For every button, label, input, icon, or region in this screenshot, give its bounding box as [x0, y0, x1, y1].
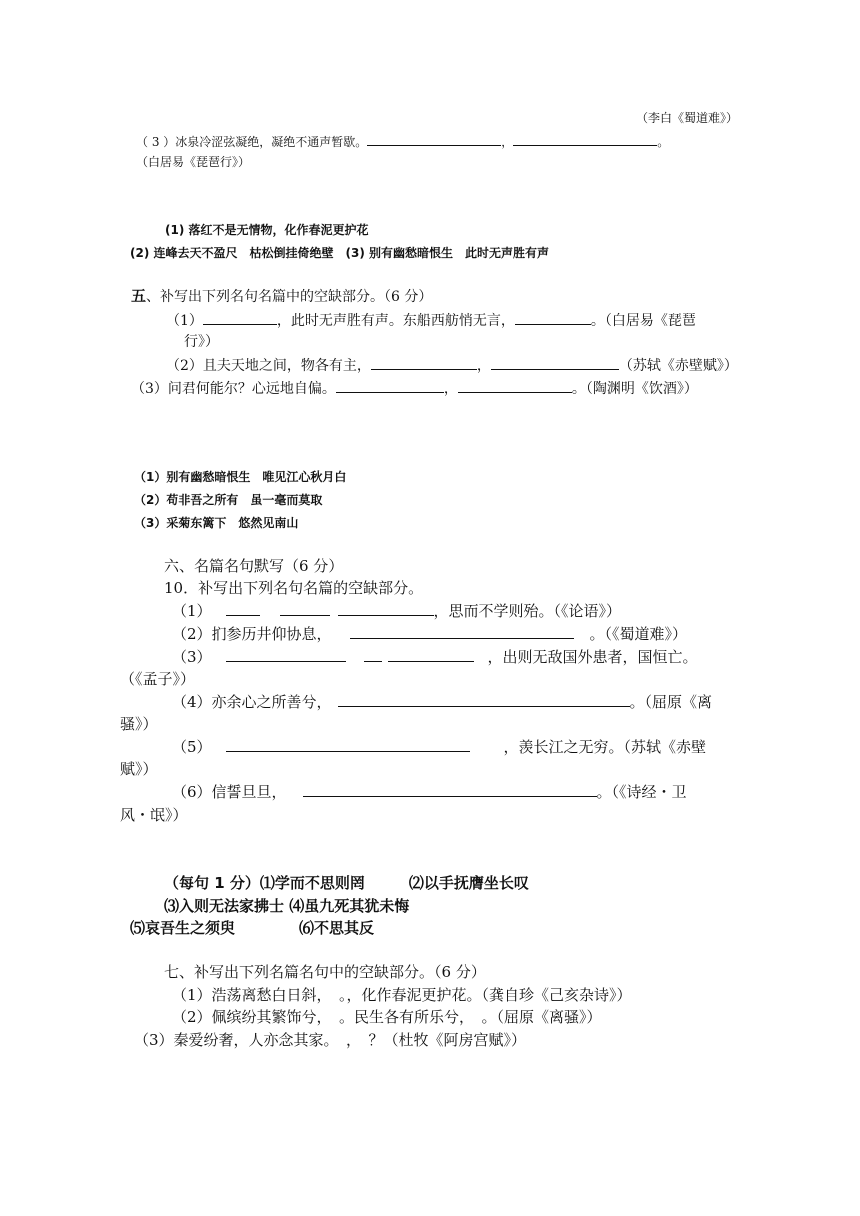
section-number: 五	[131, 287, 147, 305]
question-text: ，此时无声胜有声。东船西舫悄无言，	[276, 313, 515, 329]
question-text: 。（《蜀道难》）	[589, 625, 688, 643]
section-title	[131, 286, 432, 307]
question-line	[166, 310, 696, 331]
answer-line	[130, 918, 374, 938]
answer-line: (2) 连峰去天不盈尺 枯松倒挂倚绝壁 (3) 别有幽愁暗恨生 此时无声胜有声	[130, 246, 549, 260]
answer-blank	[367, 131, 501, 146]
question-line	[172, 601, 621, 621]
question-line	[172, 692, 712, 712]
answer-text: （每句 1 分）⑴学而不思则罔	[164, 874, 365, 892]
question-text: 。	[657, 135, 670, 149]
question-line	[166, 355, 738, 376]
question-line	[172, 737, 706, 757]
question-text: 。（《诗经・卫	[596, 783, 687, 801]
question-text: （6）信誓旦旦，	[172, 783, 287, 801]
question-line: （3）秦爱纷奢，人亦念其家。 ， ？（杜牧《阿房宫赋》）	[134, 1031, 527, 1049]
question-text: （1）	[166, 313, 203, 329]
question-text: ，出则无敌国外患者，国恒亡。	[487, 648, 698, 666]
answer-blank	[226, 647, 346, 662]
answer-blank	[371, 355, 477, 370]
answer-blank	[515, 310, 591, 325]
question-text: 赋》）	[120, 760, 158, 778]
question-text: ，	[501, 135, 514, 149]
question-text: （3）问君何能尔？心远地自偏。	[131, 381, 336, 397]
question-text: 。（白居易《琵琶	[590, 313, 696, 329]
question-heading: 10．补写出下列名句名篇的空缺部分。	[164, 579, 424, 597]
answer-blank	[280, 601, 330, 616]
question-text: 行》）	[184, 334, 219, 350]
answer-blank	[338, 692, 630, 707]
answer-blank	[350, 624, 574, 639]
attribution-libai: （李白《蜀道难》）	[636, 111, 739, 125]
answer-blank	[364, 647, 382, 662]
question-text: （1）	[172, 602, 212, 620]
question-text: 。（陶渊明《饮酒》）	[571, 381, 698, 397]
answer-blank	[303, 782, 597, 797]
question-text: （《孟子》）	[120, 670, 196, 688]
answer-blank	[491, 355, 619, 370]
question-text: ，思而不学则殆。（《论语》）	[433, 602, 622, 620]
answer-line: （1）别有幽愁暗恨生 唯见江心秋月白	[134, 470, 347, 484]
section-title-text: 、补写出下列名句名篇中的空缺部分。（6 分）	[146, 289, 433, 305]
answer-blank	[226, 737, 470, 752]
answer-line: （2）苟非吾之所有 虽一毫而莫取	[134, 493, 323, 507]
answer-blank	[388, 647, 474, 662]
question-line	[172, 624, 687, 644]
question-text: ，	[443, 381, 458, 397]
question-text: 骚》）	[120, 715, 158, 733]
section-title: 七、补写出下列名篇名句中的空缺部分。（6 分）	[164, 963, 486, 981]
answer-line: ⑶入则无法家拂士 ⑷虽九死其犹未悔	[164, 897, 410, 915]
answer-line: (1) 落红不是无情物，化作春泥更护花	[165, 223, 369, 237]
answer-text: ⑸哀吾生之须臾	[130, 919, 236, 937]
answer-blank	[458, 378, 572, 393]
answer-text: ⑵以手抚膺坐长叹	[408, 874, 529, 892]
answer-blank	[226, 601, 260, 616]
answer-blank	[203, 310, 277, 325]
question-text: （4）亦余心之所善兮，	[172, 693, 332, 711]
question-text: ，	[476, 358, 491, 374]
question-text: （3）	[172, 648, 212, 666]
answer-blank	[336, 378, 444, 393]
question-line	[172, 647, 698, 667]
answer-blank	[513, 131, 657, 146]
question-text: ，羡长江之无穷。（苏轼《赤壁	[503, 738, 707, 756]
question-text: （苏轼《赤壁赋》）	[618, 358, 738, 374]
question-text: （5）	[172, 738, 212, 756]
question-line	[172, 782, 687, 802]
attribution-baijuyi: （白居易《琵琶行》）	[136, 155, 251, 169]
answer-line	[164, 873, 529, 893]
question-text: 。（屈原《离	[629, 693, 713, 711]
question-text: （ 3 ）冰泉冷涩弦凝绝，凝绝不通声暂歇。	[136, 135, 368, 149]
question-text: 风・氓》）	[120, 806, 188, 824]
answer-text: ⑹不思其反	[299, 919, 375, 937]
question-line: （2）佩缤纷其繁饰兮， 。民生各有所乐兮， 。（屈原《离骚》）	[172, 1008, 602, 1026]
question-line	[131, 378, 698, 399]
answer-line: （3）采菊东篱下 悠然见南山	[134, 516, 299, 530]
question-text: （2）扪参历井仰协息，	[172, 625, 332, 643]
question-line	[136, 131, 669, 152]
question-text: （2）且夫天地之间，物各有主，	[166, 358, 371, 374]
answer-blank	[338, 601, 434, 616]
section-title: 六、名篇名句默写（6 分）	[164, 557, 344, 575]
question-line: （1）浩荡离愁白日斜， 。，化作春泥更护花。（龚自珍《己亥杂诗》）	[172, 986, 632, 1004]
